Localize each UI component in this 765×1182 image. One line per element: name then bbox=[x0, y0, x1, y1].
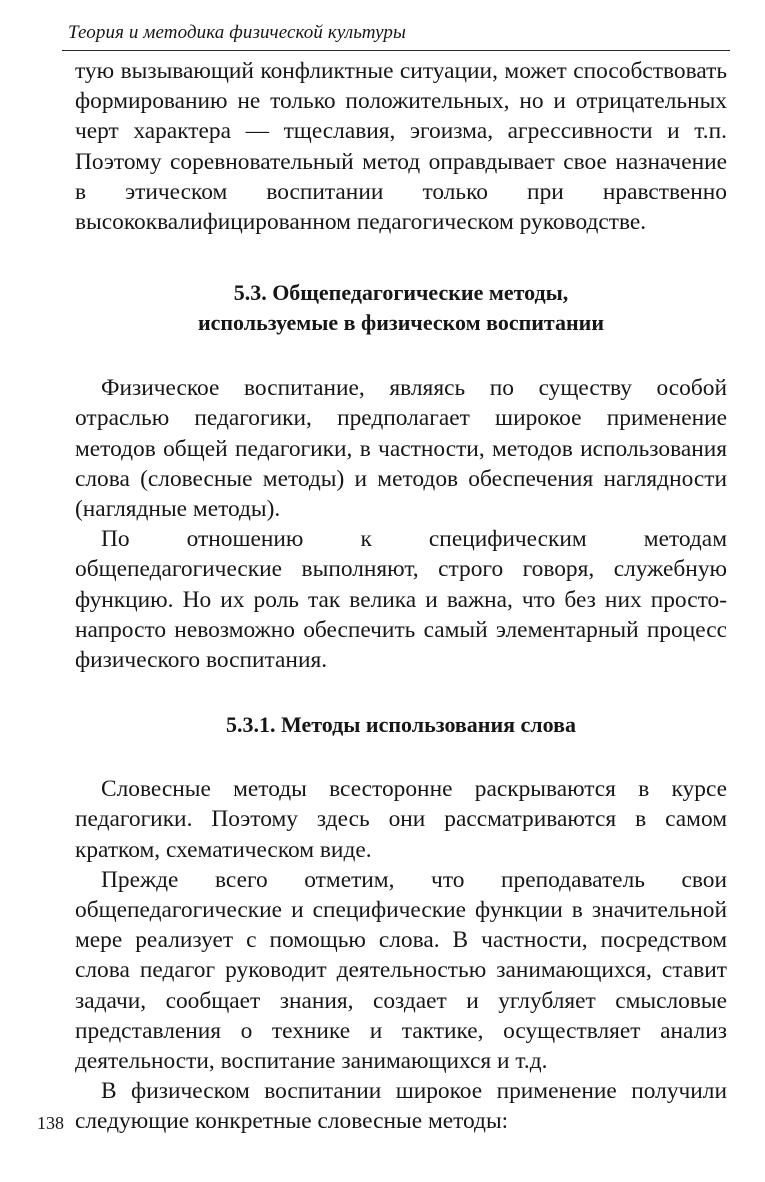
page-number: 138 bbox=[37, 1113, 64, 1133]
paragraph: В физическом воспитании широкое применение получили следующие конкретные словесные методы: bbox=[75, 1078, 727, 1135]
page-body bbox=[75, 56, 727, 1137]
paragraph-continued: тую вызывающий конфликтные ситуации, может способствовать формированию не только положительных, но и отрицательных черт характера — тщеславия, эгоизма, агрессивности и т.п. Поэтому соревновательный метод оправдывает свое назначение в этическом воспитании только при нравственно высококвалифицированном педагогическом руководстве. bbox=[75, 58, 727, 236]
section-heading-5-3 bbox=[75, 278, 727, 338]
paragraph: Физическое воспитание, являясь по существу особой отраслью педагогики, предполагает широкое применение методов общей педагогики, в частности, методов использования слова (словесные методы) и методов обеспечения наглядности (наглядные методы). bbox=[75, 375, 727, 523]
paragraph: Словесные методы всесторонне раскрываются в курсе педагогики. Поэтому здесь они рассматриваются в самом кратком, схематическом виде. bbox=[75, 776, 727, 863]
section-heading-line: используемые в физическом воспитании bbox=[197, 310, 605, 336]
section-heading-5-3-1: 5.3.1. Методы использования слова bbox=[226, 712, 576, 738]
paragraph: Прежде всего отметим, что преподаватель свои общепедагогические и специфические функции в значительной мере реализует с помощью слова. В частности, посредством слова педагог руководит деятельностью занимающихся, ставит задачи, сообщает знания, создает и углубляет смысловые представления о технике и тактике, осуществляет анализ деятельности, воспитание занимающихся и т.д. bbox=[75, 866, 727, 1075]
section-heading-line: 5.3. Общепедагогические методы, bbox=[233, 280, 569, 306]
paragraph: По отношению к специфическим методам общепедагогические выполняют, строго говоря, служебную функцию. Но их роль так велика и важна, что без них просто-напросто невозможно обеспечить самый элементарный процесс физического воспитания. bbox=[75, 526, 727, 674]
header-rule bbox=[62, 50, 730, 51]
running-head: Теория и методика физической культуры bbox=[68, 22, 406, 43]
